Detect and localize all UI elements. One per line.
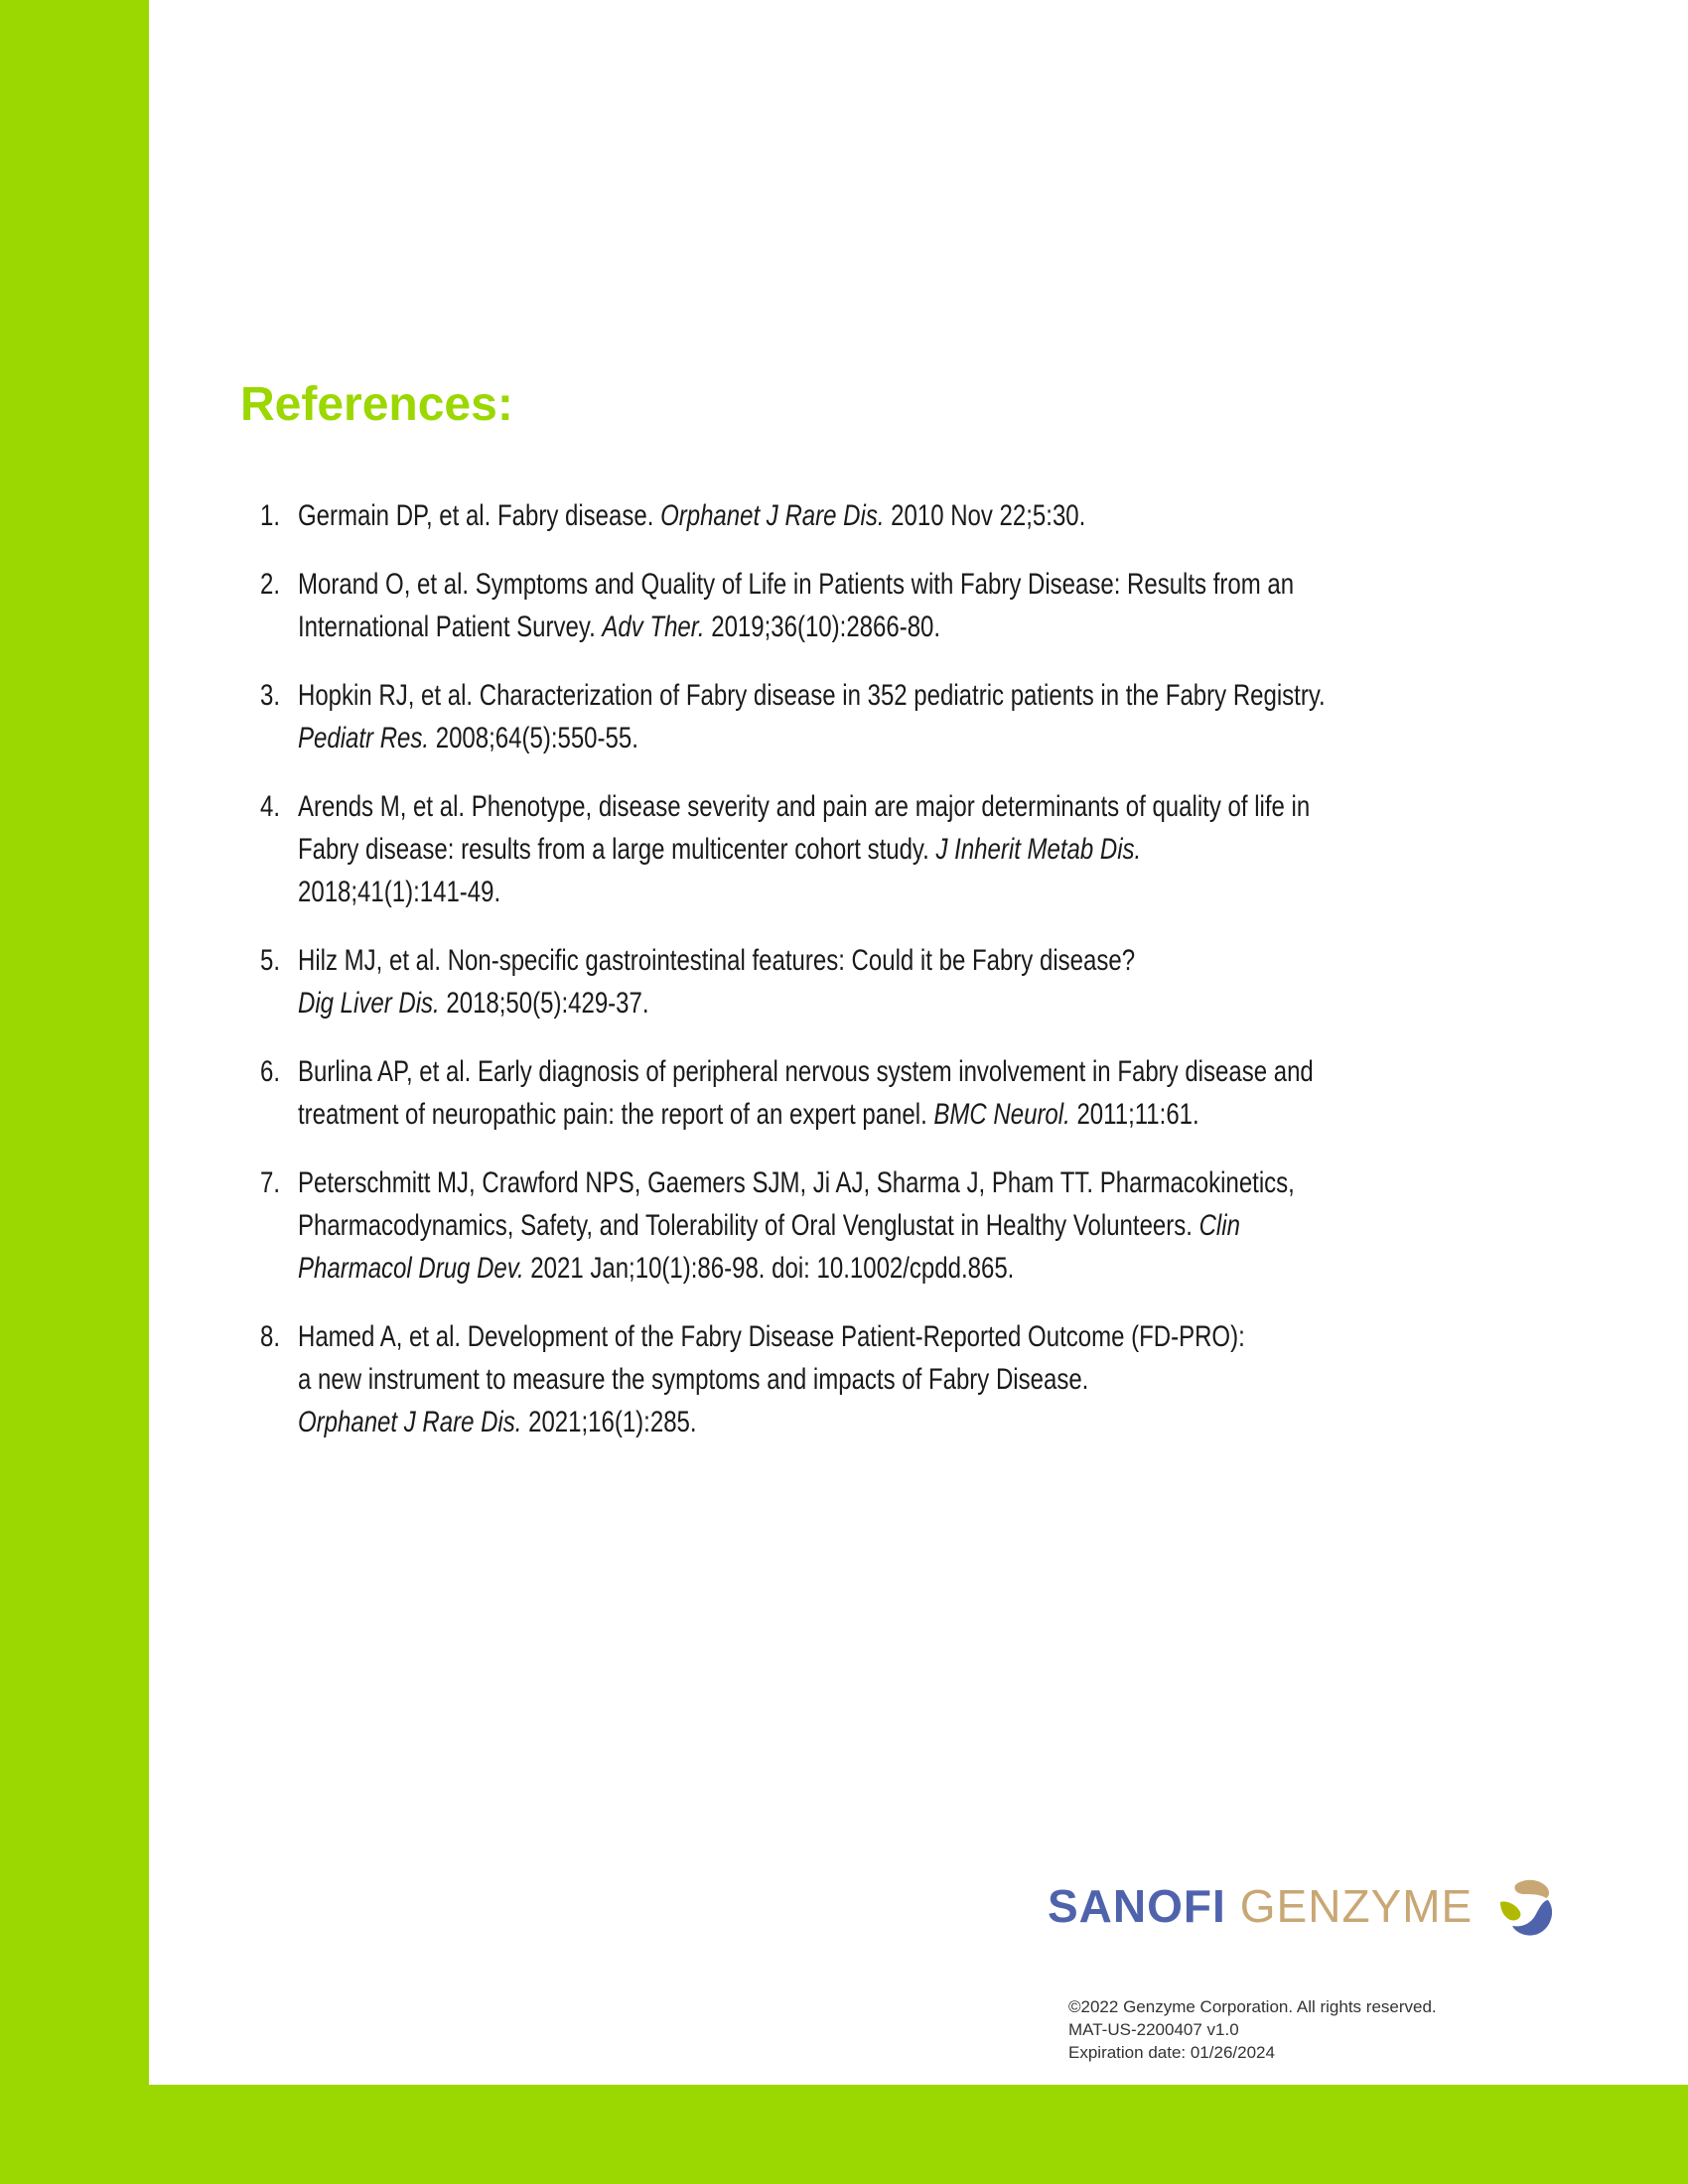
reference-text xyxy=(298,563,1650,648)
reference-segment: a new instrument to measure the symptoms and impacts of Fabry Disease. xyxy=(298,1363,1089,1396)
reference-segment: Hamed A, et al. Development of the Fabry Disease Patient-Reported Outcome (FD-PRO): xyxy=(298,1320,1245,1353)
reference-item xyxy=(260,939,1650,1024)
page-title: References: xyxy=(240,378,513,431)
reference-line xyxy=(298,1050,1650,1093)
journal-title: J Inherit Metab Dis. xyxy=(935,833,1142,866)
reference-line xyxy=(298,871,1650,913)
reference-segment: 2011;11:61. xyxy=(1069,1098,1199,1131)
logo-genzyme-text: GENZYME xyxy=(1239,1880,1474,1932)
journal-title: Pharmacol Drug Dev. xyxy=(298,1252,524,1285)
reference-segment: Hopkin RJ, et al. Characterization of Fabry disease in 352 pediatric patients in the Fabry Registry. xyxy=(298,679,1326,712)
reference-text xyxy=(298,1161,1650,1290)
reference-line xyxy=(298,606,1650,648)
reference-segment: 2019;36(10):2866-80. xyxy=(704,611,941,643)
reference-segment: 2018;50(5):429-37. xyxy=(439,987,649,1020)
left-green-sidebar xyxy=(0,0,149,2184)
reference-segment: Arends M, et al. Phenotype, disease severity and pain are major determinants of quality of life in xyxy=(298,790,1311,823)
bottom-green-band xyxy=(0,2085,1688,2184)
logo-sanofi-text: SANOFI xyxy=(1048,1880,1226,1932)
reference-segment: treatment of neuropathic pain: the report of an expert panel. xyxy=(298,1098,934,1131)
reference-segment: Pharmacodynamics, Safety, and Tolerability of Oral Venglustat in Healthy Volunteers. xyxy=(298,1209,1199,1242)
reference-number: 4. xyxy=(260,790,281,823)
reference-number: 1. xyxy=(260,499,281,532)
reference-line xyxy=(298,1093,1650,1136)
sanofi-swirl-logo-icon xyxy=(1494,1874,1558,1938)
journal-title: Clin xyxy=(1198,1209,1240,1242)
reference-number: 8. xyxy=(260,1320,281,1353)
reference-line xyxy=(298,939,1650,982)
reference-item xyxy=(260,563,1650,648)
reference-item xyxy=(260,674,1650,759)
reference-line xyxy=(298,563,1650,606)
reference-item xyxy=(260,494,1650,537)
reference-segment: Fabry disease: results from a large multicenter cohort study. xyxy=(298,833,936,866)
logo-swirl-tan xyxy=(1515,1880,1550,1898)
reference-number: 6. xyxy=(260,1055,281,1088)
reference-segment: Peterschmitt MJ, Crawford NPS, Gaemers SJM, Ji AJ, Sharma J, Pham TT. Pharmacokinetics, xyxy=(298,1166,1295,1199)
reference-segment: 2008;64(5):550-55. xyxy=(429,722,638,754)
reference-number: 3. xyxy=(260,679,281,712)
reference-line xyxy=(298,1247,1650,1290)
reference-number: 7. xyxy=(260,1166,281,1199)
legal-footer xyxy=(1068,1995,1437,2064)
journal-title: Adv Ther. xyxy=(602,611,705,643)
reference-item xyxy=(260,1161,1650,1290)
reference-segment: Morand O, et al. Symptoms and Quality of Life in Patients with Fabry Disease: Results from an xyxy=(298,568,1295,601)
reference-text xyxy=(298,1050,1650,1136)
reference-number: 2. xyxy=(260,568,281,601)
reference-line xyxy=(298,1204,1650,1247)
reference-item xyxy=(260,1050,1650,1136)
reference-text xyxy=(298,674,1650,759)
reference-text xyxy=(298,1315,1650,1443)
reference-segment: Germain DP, et al. Fabry disease. xyxy=(298,499,661,532)
sanofi-genzyme-logo xyxy=(1048,1871,1558,1941)
copyright-text: ©2022 Genzyme Corporation. All rights reserved. xyxy=(1068,1997,1437,2016)
references-list xyxy=(260,494,1650,1469)
journal-title: Pediatr Res. xyxy=(298,722,430,754)
reference-number: 5. xyxy=(260,944,281,977)
reference-line xyxy=(298,1161,1650,1204)
reference-line xyxy=(298,982,1650,1024)
reference-item xyxy=(260,1315,1650,1443)
reference-segment: 2021 Jan;10(1):86-98. doi: 10.1002/cpdd.865. xyxy=(523,1252,1015,1285)
journal-title: Orphanet J Rare Dis. xyxy=(298,1406,522,1438)
reference-line xyxy=(298,1358,1650,1401)
reference-segment: Hilz MJ, et al. Non-specific gastrointestinal features: Could it be Fabry disease? xyxy=(298,944,1136,977)
reference-line xyxy=(298,1315,1650,1358)
logo-swirl-leaf xyxy=(1500,1901,1520,1920)
reference-text xyxy=(298,494,1650,537)
reference-segment: 2010 Nov 22;5:30. xyxy=(884,499,1086,532)
journal-title: Dig Liver Dis. xyxy=(298,987,440,1020)
reference-item xyxy=(260,785,1650,913)
reference-text xyxy=(298,939,1650,1024)
reference-segment: 2021;16(1):285. xyxy=(521,1406,697,1438)
reference-line xyxy=(298,674,1650,717)
reference-segment: International Patient Survey. xyxy=(298,611,603,643)
journal-title: BMC Neurol. xyxy=(933,1098,1070,1131)
reference-line xyxy=(298,494,1650,537)
reference-segment: Burlina AP, et al. Early diagnosis of peripheral nervous system involvement in Fabry disease and xyxy=(298,1055,1314,1088)
reference-text xyxy=(298,785,1650,913)
journal-title: Orphanet J Rare Dis. xyxy=(660,499,885,532)
reference-line xyxy=(298,785,1650,828)
expiration-date: Expiration date: 01/26/2024 xyxy=(1068,2043,1275,2062)
reference-segment: 2018;41(1):141-49. xyxy=(298,876,501,908)
reference-line xyxy=(298,1401,1650,1443)
reference-line xyxy=(298,828,1650,871)
material-code: MAT-US-2200407 v1.0 xyxy=(1068,2020,1239,2039)
reference-line xyxy=(298,717,1650,759)
